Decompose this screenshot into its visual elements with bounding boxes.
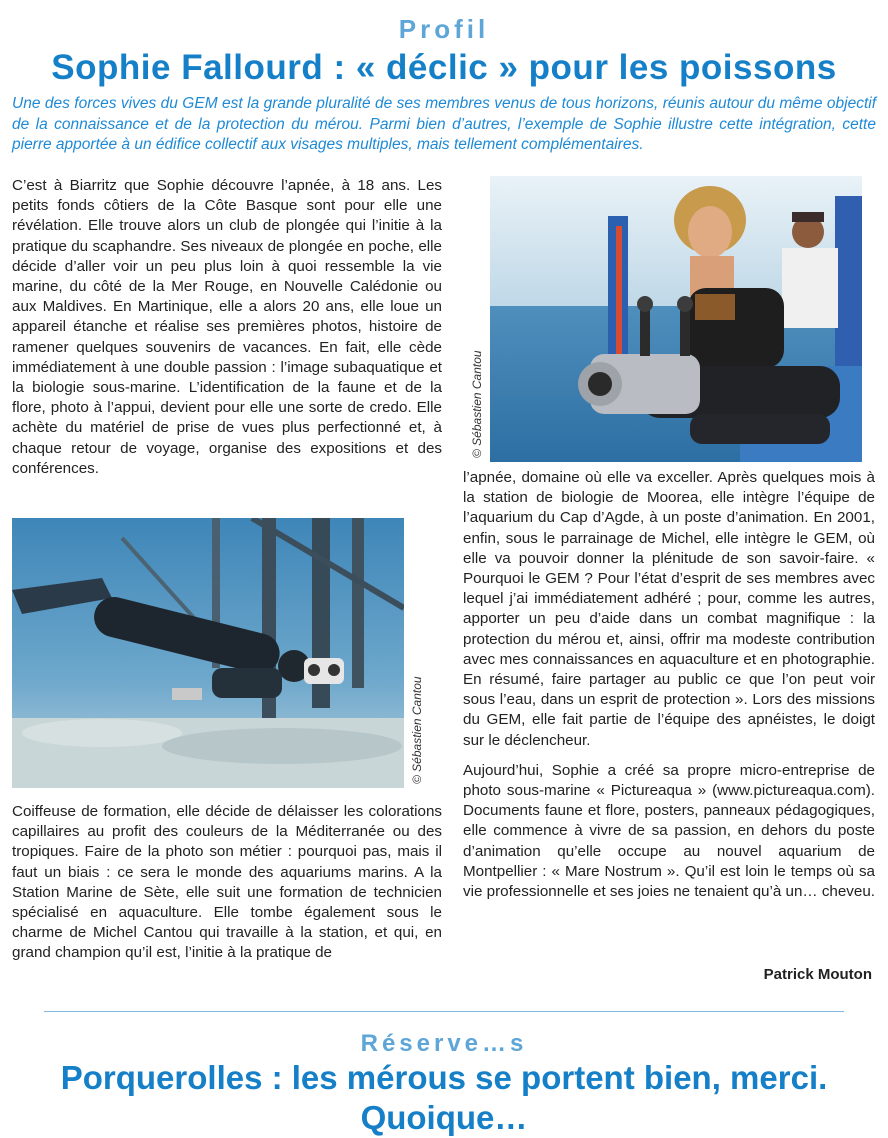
paragraph: C’est à Biarritz que Sophie découvre l’apnée, à 18 ans. Les petits fonds côtiers de la Côte Basque sont pour elle une révélation. Elle trouve alors un club de plongée qui l’initie à la pratique du scaphandre. Ses niveaux de plongée en poche, elle décide d’aller voir un peu plus loin à quoi ressemble la vie marine, du côté de la Mer Rouge, en Nouvelle Calédonie ou aux Maldives. En Martinique, elle a alors 20 ans, elle loue un appareil étanche et réalise ses premières photos, histoire de ramener quelques souvenirs de vacances. En fait, elle cède immédiatement à une double passion : l’image subaquatique et la biologie sous-marine. L’identification de la faune et de la flore, photo à l’appui, devient pour elle une sorte de credo. Elle achète du matériel de prise de vues plus perfectionné et, à chaque retour de voyage, organise des expositions et des conférences. xyxy=(12,177,442,477)
paragraph: Aujourd’hui, Sophie a créé sa propre micro-entreprise de photo sous-marine « Pictureaqua » (www.pictureaqua.com). Documents faune et flore, posters, panneaux pédagogiques, elle commence à vivre de sa passion, en dehors du poste d’animation qu’elle occupe au nouvel aquarium de Montpellier : « Mare Nostrum ». Qu’il est loin le temps où sa vie professionnelle et ses joies ne tenaient qu’à un… cheveu. xyxy=(463,761,876,901)
section-divider xyxy=(44,1011,844,1012)
section-kicker: Profil xyxy=(398,14,490,44)
photo-boat-portrait xyxy=(490,176,862,462)
article-column-2 xyxy=(12,802,442,964)
next-article-headline: Porquerolles : les mérous se portent bien, merci. Quoique… xyxy=(60,1059,828,1136)
article-column-1 xyxy=(12,176,442,479)
photo-credit: © Sébastien Cantou xyxy=(470,350,484,458)
photo-underwater-diver xyxy=(12,518,404,788)
article-headline: Sophie Fallourd : « déclic » pour les poissons xyxy=(51,48,837,87)
article-lede: Une des forces vives du GEM est la grande pluralité de ses membres venus de tous horizons, réunis autour du même objectif de la connaissance et de la protection du mérou. Parmi bien d’autres, l’exemple de Sophie illustre cette intégration, cette pierre apportée à un édifice collectif aux visages multiples, mais tellement complémentaires. xyxy=(12,95,876,153)
photo-diver-image xyxy=(12,518,404,788)
photo-credit: © Sébastien Cantou xyxy=(410,676,424,784)
photo-boat-image xyxy=(490,176,862,462)
article-author: Patrick Mouton xyxy=(763,966,872,983)
paragraph: Coiffeuse de formation, elle décide de délaisser les colorations capillaires au profit des couleurs de la Méditerranée ou des tropiques. Faire de la photo son métier : pourquoi pas, mais il faut un biais : ce sera le monde des aquariums marins. A la Station Marine de Sète, elle suit une formation de technicien spécialisé en aquaculture. Elle tombe également sous le charme de Michel Cantou qui travaille à la station, et qui, en grand champion qu’il est, l’initie à la pratique de xyxy=(12,803,442,962)
paragraph: l’apnée, domaine où elle va exceller. Après quelques mois à la station de biologie de Moorea, elle intègre l’équipe de l’aquarium du Cap d’Agde, à un poste d’animation. En 2001, enfin, sous le parrainage de Michel, elle intègre le GEM, où elle va pouvoir donner la plénitude de son savoir-faire. « Pourquoi le GEM ? Pour l’état d’esprit de ses membres avec lequel j’ai immédiatement adhéré ; pour, comme les autres, apporter un peu d’aide dans un combat magnifique : la protection du mérou et, ainsi, offrir ma modeste contribution avec mes connaissances en aquaculture et en photographie. En résumé, faire partager au public ce que l’on peut voir sous l’eau, dans un esprit de protection ». Lors des missions du GEM, elle fait partie de l’équipe des apnéistes, le doigt sur le déclencheur. xyxy=(463,469,875,749)
article-column-3 xyxy=(463,468,875,902)
next-section-kicker: Réserve…s xyxy=(360,1030,528,1057)
